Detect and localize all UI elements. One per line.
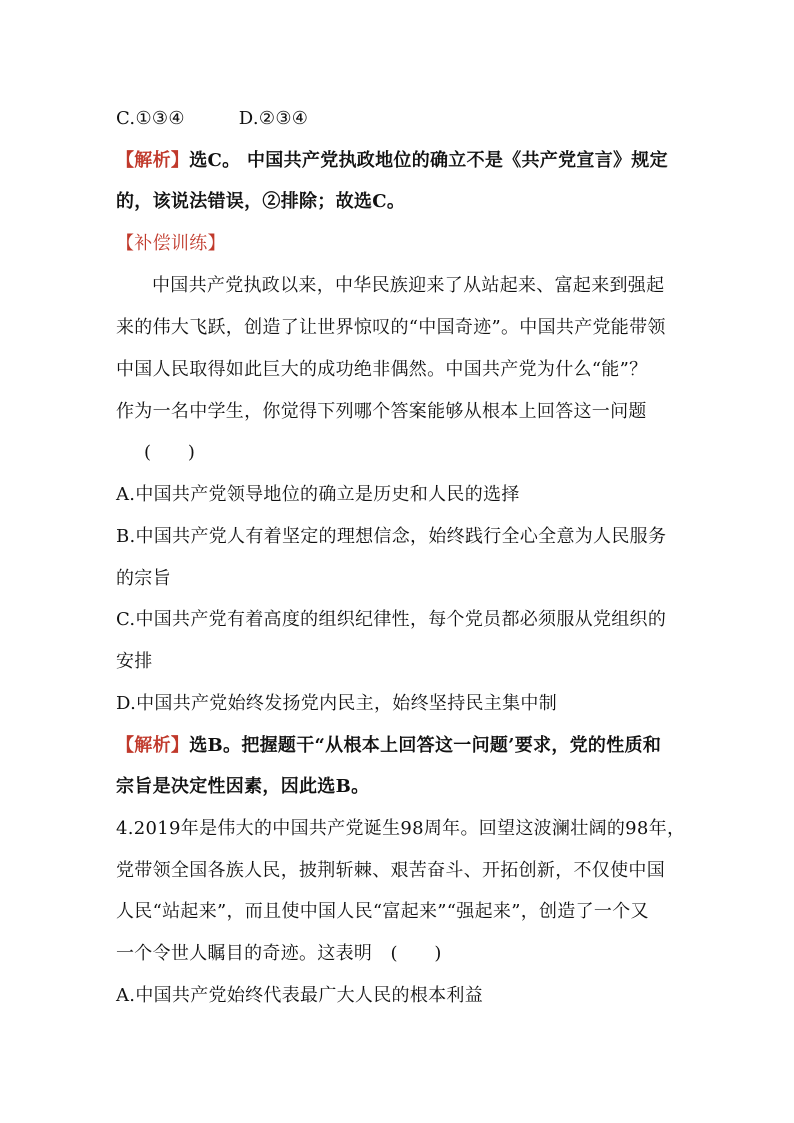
question4-line-3: 人民“站起来”，而且使中国人民“富起来”“强起来”，创造了一个又 [116,901,649,922]
option-c-line-2: 安排 [116,651,153,672]
question-line-4: 作为一名中学生，你觉得下列哪个答案能够从根本上回答这一问题 [116,401,647,422]
answer-blank: ( ) [144,442,196,463]
analysis-tag: 【解析】 [116,150,190,171]
question-line-2: 来的伟大飞跃，创造了让世界惊叹的“中国奇迹”。中国共产党能带领 [116,317,666,338]
option-c-line-1: C.中国共产党有着高度的组织纪律性，每个党员都必须服从党组织的 [116,609,667,630]
analysis2-tag: 【解析】 [116,735,190,756]
question-line-1: 中国共产党执政以来，中华民族迎来了从站起来、富起来到强起 [152,275,665,296]
analysis-text: 选C。 中国共产党执政地位的确立不是《共产党宣言》规定 [189,150,668,171]
option-d: D.中国共产党始终发扬党内民主，始终坚持民主集中制 [116,693,558,714]
question4-line-1: 4.2019年是伟大的中国共产党诞生98周年。回望这波澜壮阔的98年， [116,818,686,839]
option-d: D.②③④ [238,108,309,129]
supplementary-tag: 【补偿训练】 [116,233,226,254]
supplementary-heading [116,232,226,256]
analysis2-line-2: 宗旨是决定性因素，因此选B。 [116,776,370,797]
analysis-line-2: 的，该说法错误，②排除；故选C。 [116,191,406,212]
option-a: A.中国共产党领导地位的确立是历史和人民的选择 [116,484,520,505]
analysis-line-1 [116,149,668,173]
option-b-line-2: 的宗旨 [116,568,171,589]
question4-option-a: A.中国共产党始终代表最广大人民的根本利益 [116,985,484,1006]
question-line-3: 中国人民取得如此巨大的成功绝非偶然。中国共产党为什么“能”？ [116,359,648,380]
option-c: C.①③④ [116,108,185,129]
options-line-cd [116,107,308,131]
question4-line-2: 党带领全国各族人民，披荆斩棘、艰苦奋斗、开拓创新，不仅使中国 [116,860,665,881]
analysis2-text: 选B。把握题干“从根本上回答这一问题’要求，党的性质和 [189,735,662,756]
analysis2-line-1 [116,734,661,758]
question4-line-4: 一个令世人瞩目的奇迹。这表明 ( ) [116,943,442,964]
option-b-line-1: B.中国共产党人有着坚定的理想信念，始终践行全心全意为人民服务 [116,526,667,547]
